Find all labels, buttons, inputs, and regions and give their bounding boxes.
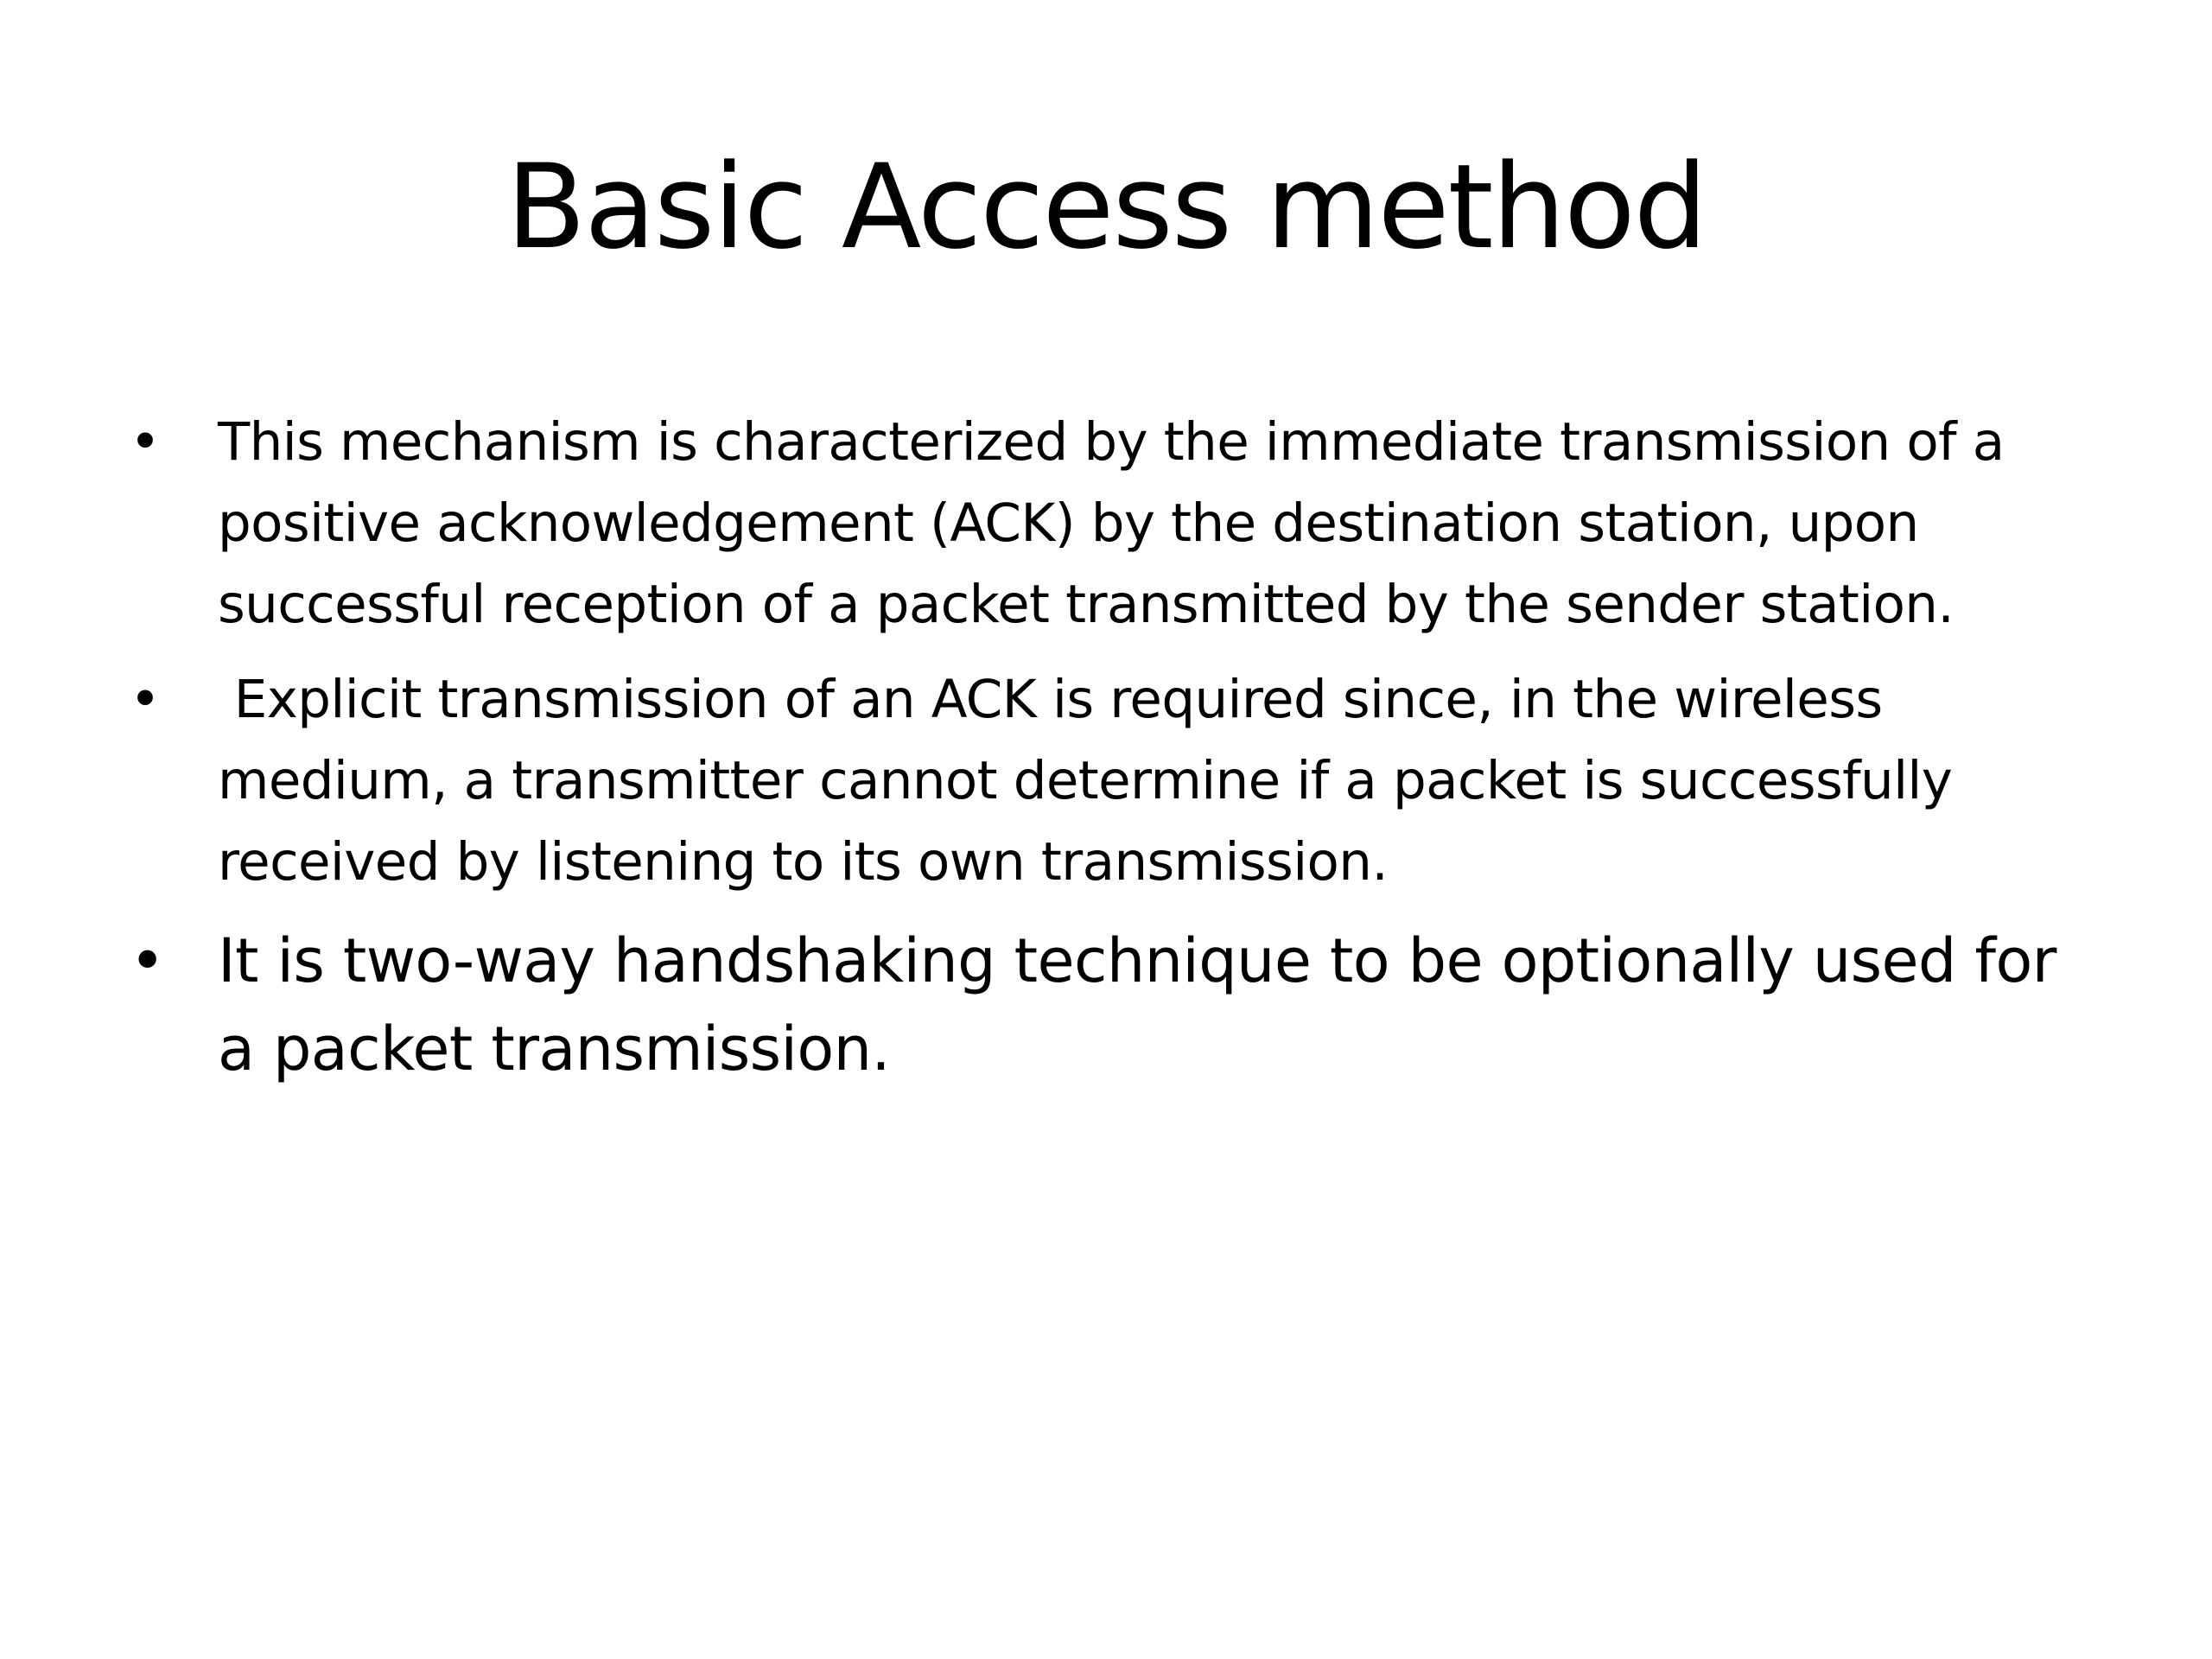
bullet-item [130, 917, 2108, 1093]
bullet-marker: • [130, 669, 161, 730]
bullet-list [130, 402, 2108, 1093]
bullet-text: Explicit transmission of an ACK is required since, in the wireless medium, a transmitter cannot determine if a packet is successfully received by listening to its own transmission. [218, 669, 1969, 893]
slide-title: Basic Access method [505, 139, 1707, 275]
bullet-text: It is two-way handshaking technique to be optionally used for a packet transmission. [218, 925, 2056, 1084]
bullet-marker: • [130, 411, 161, 473]
bullet-text: This mechanism is characterized by the immediate transmission of a positive acknowledgement (ACK) by the destination station, upon successful reception of a packet transmitted by the sender station. [218, 411, 2005, 635]
bullet-item [130, 402, 2108, 645]
bullet-marker: • [130, 925, 165, 996]
bullet-item [130, 659, 2108, 903]
